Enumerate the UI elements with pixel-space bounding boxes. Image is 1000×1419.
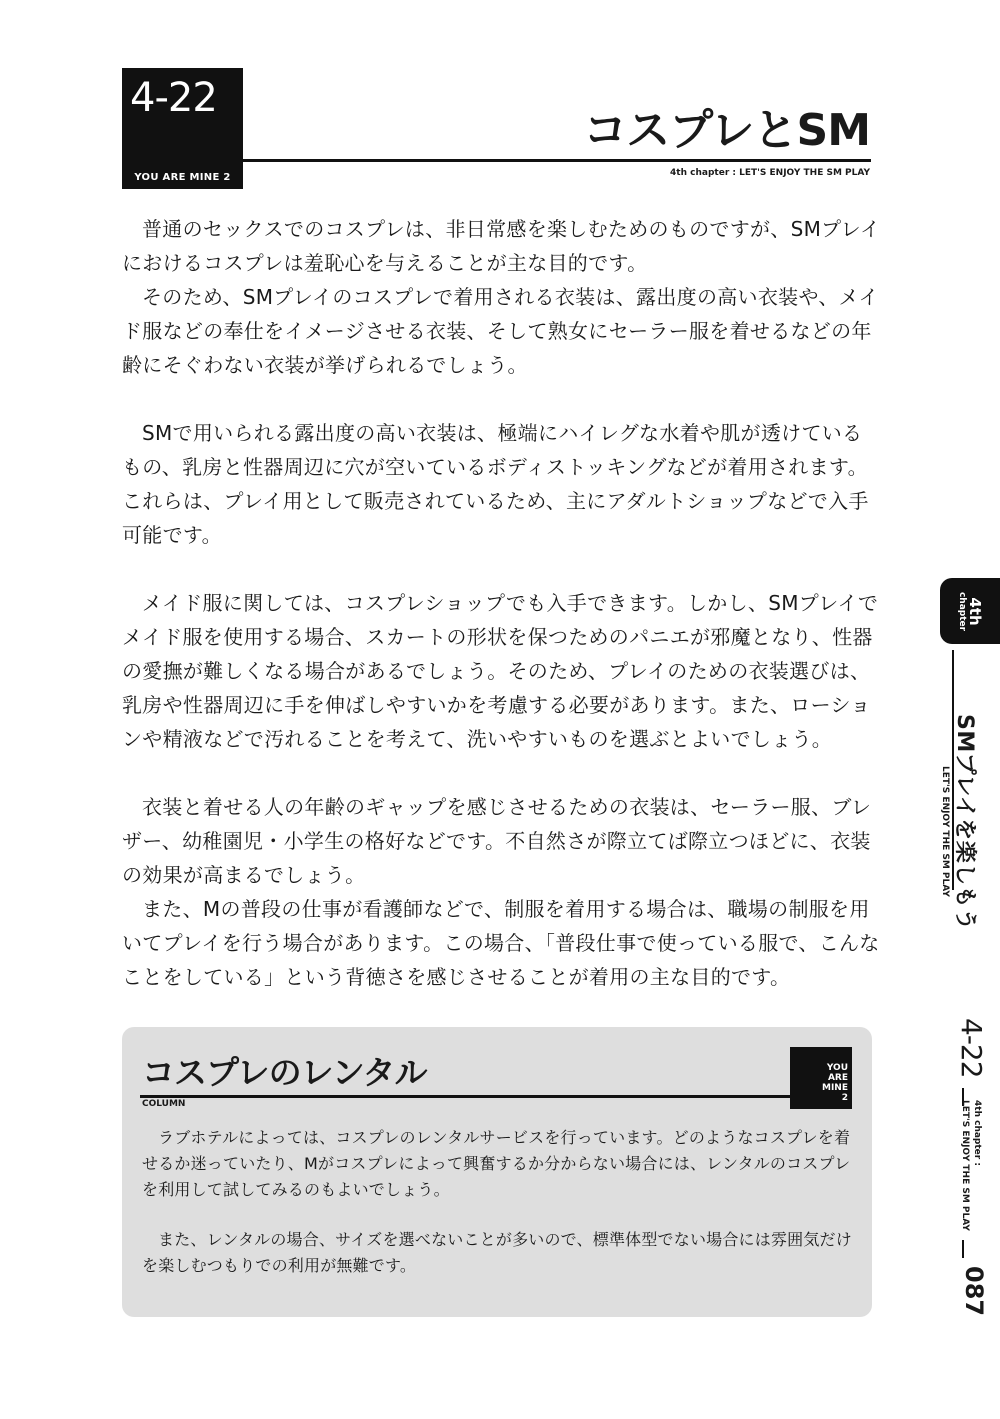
series-label: YOU ARE MINE 2 [134, 172, 231, 183]
paragraph-group [122, 212, 882, 382]
column-title: コスプレのレンタル [142, 1053, 427, 1092]
badge-line: MINE [822, 1083, 848, 1093]
side-chapter-title: SMプレイを楽しもう [952, 714, 977, 931]
side-section-number: 4-22 [955, 1018, 988, 1078]
badge-line: 2 [841, 1093, 848, 1103]
paragraph: メイド服に関しては、コスプレショップでも入手できます。しかし、SMプレイでメイド服を使用する場合、スカートの形状を保つためのパニエが邪魔となり、性器の愛撫が難しくなる場合があるでしょう。そのため、プレイのための衣装選びは、乳房や性器周辺に手を伸ばしやすいかを考慮する必要があります。また、ローションや精液などで汚れることを考えて、洗いやすいものを選ぶとよいでしょう。 [122, 591, 879, 751]
badge-line: ARE [827, 1073, 848, 1083]
body-text [122, 212, 882, 1028]
column-box [122, 1027, 872, 1317]
paragraph: また、Mの普段の仕事が看護師などで、制服を着用する場合は、職場の制服を用いてプレイを行う場合があります。この場合、「普段仕事で使っている服で、こんなことをしている」という背徳さを感じさせることが着用の主な目的です。 [122, 897, 880, 989]
paragraph-group [122, 790, 882, 994]
paragraph: そのため、SMプレイのコスプレで着用される衣装は、露出度の高い衣装や、メイド服などの奉仕をイメージさせる衣装、そして熟女にセーラー服を着せるなどの年齢にそぐわない衣装が挙げられるでしょう。 [122, 285, 879, 377]
column-body [142, 1125, 857, 1303]
paragraph: 普通のセックスでのコスプレは、非日常感を楽しむためのものですが、SMプレイにおけるコスプレは羞恥心を与えることが主な目的です。 [122, 217, 881, 275]
chapter-tab-number: 4th [966, 596, 985, 626]
chapter-tab [940, 578, 1000, 644]
side-chapter-a: 4th chapter : [972, 1100, 982, 1166]
paragraph: 衣装と着せる人の年齢のギャップを感じさせるための衣装は、セーラー服、ブレザー、幼稚園児・小学生の格好などです。不自然さが際立てば際立つほどに、衣装の効果が高まるでしょう。 [122, 795, 872, 887]
chapter-line: 4th chapter : LET'S ENJOY THE SM PLAY [670, 168, 870, 178]
paragraph-group [122, 586, 882, 756]
chapter-tab-label: chapter [957, 591, 968, 631]
column-paragraph: ラブホテルによっては、コスプレのレンタルサービスを行っています。どのようなコスプレを着せるか迷っていたり、Mがコスプレによって興奮するか分からない場合には、レンタルのコスプレを利用して試してみるのもよいでしょう。 [142, 1128, 851, 1199]
series-badge [790, 1047, 852, 1109]
column-rule [140, 1095, 790, 1098]
column-paragraph: また、レンタルの場合、サイズを選べないことが多いので、標準体型でない場合には雰囲気だけを楽しむつもりでの利用が無難です。 [142, 1230, 852, 1275]
paragraph-group [122, 416, 882, 552]
page-folio: 087 [960, 1266, 988, 1317]
section-number-box [122, 68, 243, 189]
side-separator [962, 1240, 964, 1258]
side-chapter-subtitle: LET'S ENJOY THE SM PLAY [940, 766, 950, 897]
paragraph: SMで用いられる露出度の高い衣装は、極端にハイレグな水着や肌が透けているもの、乳房と性器周辺に穴が空いているボディストッキングなどが着用されます。これらは、プレイ用として販売されているため、主にアダルトショップなどで入手可能です。 [122, 421, 869, 547]
side-chapter-b: LET'S ENJOY THE SM PLAY [960, 1100, 970, 1231]
section-number: 4-22 [130, 75, 217, 121]
badge-line: YOU [826, 1063, 848, 1073]
title-rule [243, 159, 871, 162]
page-title: コスプレとSM [583, 105, 870, 156]
column-label: COLUMN [142, 1099, 186, 1109]
